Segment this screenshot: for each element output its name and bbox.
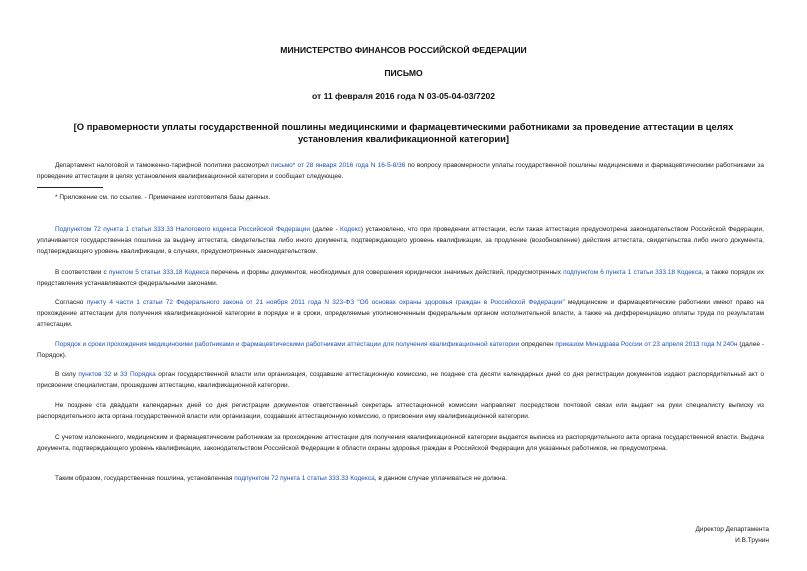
- document-date-number: от 11 февраля 2016 года N 03-05-04-03/7202: [311, 91, 496, 101]
- link-letter-28-jan-2016[interactable]: письмо* от 28 января 2016 года N 16-5-8/36: [270, 162, 406, 169]
- paragraph-1: Департамент налоговой и таможенно-тарифной политики рассмотрел письмо* от 28 января 2016 года N 16-5-8/36 по вопросу правомерности уплаты государственной пошлины медицинскими и фармацевтическими работниками за проведение аттестации в целях установления квалификационной категории и сообщает следующее.: [37, 162, 764, 180]
- link-attestation-procedure[interactable]: Порядок и сроки прохождения медицинскими работниками и фармацевтическими работниками аттестации для получения квалификационной категории: [55, 341, 520, 348]
- link-article-333-18-p5[interactable]: пунктом 5 статьи 333.18 Кодекса: [108, 269, 210, 276]
- link-tax-code-333-33[interactable]: Подпунктом 72 пункта 1 статьи 333.33 Налогового кодекса Российской Федерации: [55, 226, 311, 233]
- link-item-33[interactable]: 33 Порядка: [120, 371, 156, 378]
- document-type: ПИСЬМО: [384, 68, 423, 78]
- paragraph-8: С учетом изложенного, медицинским и фармацевтическим работникам за прохождение аттестации для получения квалификационной категории выдается выписка из распорядительного акта органа государственной власти. Выдача документа, подтверждающего уровень квалификации, законодательством Российской Федерации в области охраны здоровья граждан в Российской Федерации для указанных работников, не предусмотрена.: [37, 434, 764, 452]
- ministry-heading: МИНИСТЕРСТВО ФИНАНСОВ РОССИЙСКОЙ ФЕДЕРАЦИИ: [280, 45, 527, 55]
- paragraph-7: Не позднее ста двадцати календарных дней со дня регистрации документов ответственный секретарь аттестационной комиссии направляет посредством почтовой связи или выдает на руки специалисту выписку из распорядительного акта органа государственной власти или организации, создавших аттестационную комиссию, о присвоении ему квалификационной категории.: [37, 402, 764, 420]
- document-title: [О правомерности уплаты государственной пошлины медицинскими и фармацевтическими работниками за проведение аттестации в целях установления квалификационной категории]: [73, 121, 734, 144]
- paragraph-4: Согласно пункту 4 части 1 статьи 72 Федерального закона от 21 ноября 2011 года N 323-ФЗ "Об основах охраны здоровья граждан в Российской Федерации" медицинские и фармацевтические работники имеют право на прохождение аттестации для получения квалификационной категории в порядке и в сроки, определяемые уполномоченным федеральным органом исполнительной власти, а также на дифференциацию оплаты труда по результатам аттестации.: [37, 299, 764, 328]
- footnote-divider: [37, 187, 103, 188]
- signature-name: И.В.Трунин: [735, 537, 769, 544]
- signature-position: Директор Департамента: [695, 526, 769, 533]
- paragraph-2: Подпунктом 72 пункта 1 статьи 333.33 Налогового кодекса Российской Федерации (далее - Кодекс) установлено, что при проведении аттестации, если такая аттестация предусмотрена законодательством Российской Федерации, уплачивается государственная пошлина за выдачу аттестата, свидетельства либо иного документа, подтверждающего уровень квалификации, за продление (возобновление) действия аттестата, свидетельства либо иного документа, подтверждающего уровень квалификации, в случаях, предусмотренных законодательством.: [37, 226, 764, 255]
- link-order-240n[interactable]: приказом Минздрава России от 23 апреля 2013 года N 240н: [555, 341, 738, 348]
- link-article-333-18-sp6[interactable]: подпунктом 6 пункта 1 статьи 333.18 Кодекса: [563, 269, 702, 276]
- link-tax-code-333-33-conclusion[interactable]: подпунктом 72 пункта 1 статьи 333.33 Кодекса: [234, 475, 375, 482]
- footnote: * Приложение см. по ссылке. - Примечание изготовителя базы данных.: [55, 194, 271, 201]
- paragraph-3: В соответствии с пунктом 5 статьи 333.18 Кодекса перечень и формы документов, необходимых для совершения юридически значимых действий, предусмотренных подпунктом 6 пункта 1 статьи 333.18 Кодекса, а также порядок их представления устанавливаются федеральными законами.: [37, 269, 765, 287]
- link-item-32[interactable]: пунктов 32: [78, 371, 112, 378]
- link-federal-law-323[interactable]: пункту 4 части 1 статьи 72 Федерального закона от 21 ноября 2011 года N 323-ФЗ "Об основах охраны здоровья граждан в Российской Федерации": [86, 299, 565, 306]
- paragraph-6: В силу пунктов 32 и 33 Порядка орган государственной власти или организация, создавшие аттестационную комиссию, не позднее ста десяти календарных дней со дня регистрации документов издают распорядительный акт о присвоении специалистам, прошедшим аттестацию, квалификационной категории.: [37, 371, 764, 389]
- link-tax-code[interactable]: Кодекс: [340, 226, 361, 233]
- paragraph-5: Порядок и сроки прохождения медицинскими работниками и фармацевтическими работниками аттестации для получения квалификационной категории определен приказом Минздрава России от 23 апреля 2013 года N 240н (далее - Порядок).: [37, 341, 764, 359]
- paragraph-9: Таким образом, государственная пошлина, установленная подпунктом 72 пункта 1 статьи 333.33 Кодекса, в данном случае уплачиваться не должна.: [55, 475, 508, 482]
